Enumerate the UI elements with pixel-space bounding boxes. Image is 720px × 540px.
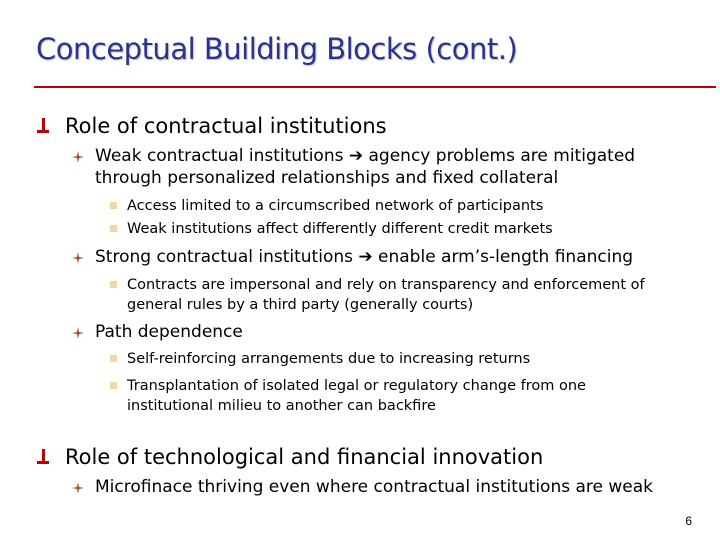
pin-bullet-icon <box>36 118 50 136</box>
bullet-text: Strong contractual institutions ➔ enable arm’s-length financing <box>95 247 634 267</box>
bullet-line: general rules by a third party (generally courts) <box>127 297 474 313</box>
bullet-text <box>127 275 702 315</box>
bullet-text: Microfinace thriving even where contractual institutions are weak <box>95 477 653 497</box>
bullet-text: Role of contractual institutions <box>65 114 387 138</box>
square-bullet-icon <box>110 355 118 363</box>
bullet-text: Access limited to a circumscribed network of participants <box>127 198 544 214</box>
star-bullet-icon <box>72 327 84 339</box>
bullet-text: Self-reinforcing arrangements due to increasing returns <box>127 351 531 367</box>
bullet-line: Transplantation of isolated legal or regulatory change from one <box>127 378 586 394</box>
bullet-text: Path dependence <box>95 322 243 342</box>
page-number: 6 <box>685 514 692 528</box>
title-underline <box>34 86 716 88</box>
bullet-line: institutional milieu to another can backfire <box>127 398 436 414</box>
bullet-text: Role of technological and financial innovation <box>65 445 544 469</box>
bullet-text <box>95 145 695 189</box>
bullet-line: Contracts are impersonal and rely on transparency and enforcement of <box>127 277 645 293</box>
square-bullet-icon <box>110 202 118 210</box>
square-bullet-icon <box>110 382 118 390</box>
star-bullet-icon <box>72 151 84 163</box>
square-bullet-icon <box>110 281 118 289</box>
slide-title: Conceptual Building Blocks (cont.) <box>36 32 518 66</box>
bullet-text: Weak institutions affect differently different credit markets <box>127 221 553 237</box>
square-bullet-icon <box>110 225 118 233</box>
bullet-text <box>127 376 702 416</box>
star-bullet-icon <box>72 482 84 494</box>
bullet-line: through personalized relationships and fixed collateral <box>95 168 559 188</box>
bullet-line: Weak contractual institutions ➔ agency problems are mitigated <box>95 146 636 166</box>
star-bullet-icon <box>72 252 84 264</box>
pin-bullet-icon <box>36 449 50 467</box>
